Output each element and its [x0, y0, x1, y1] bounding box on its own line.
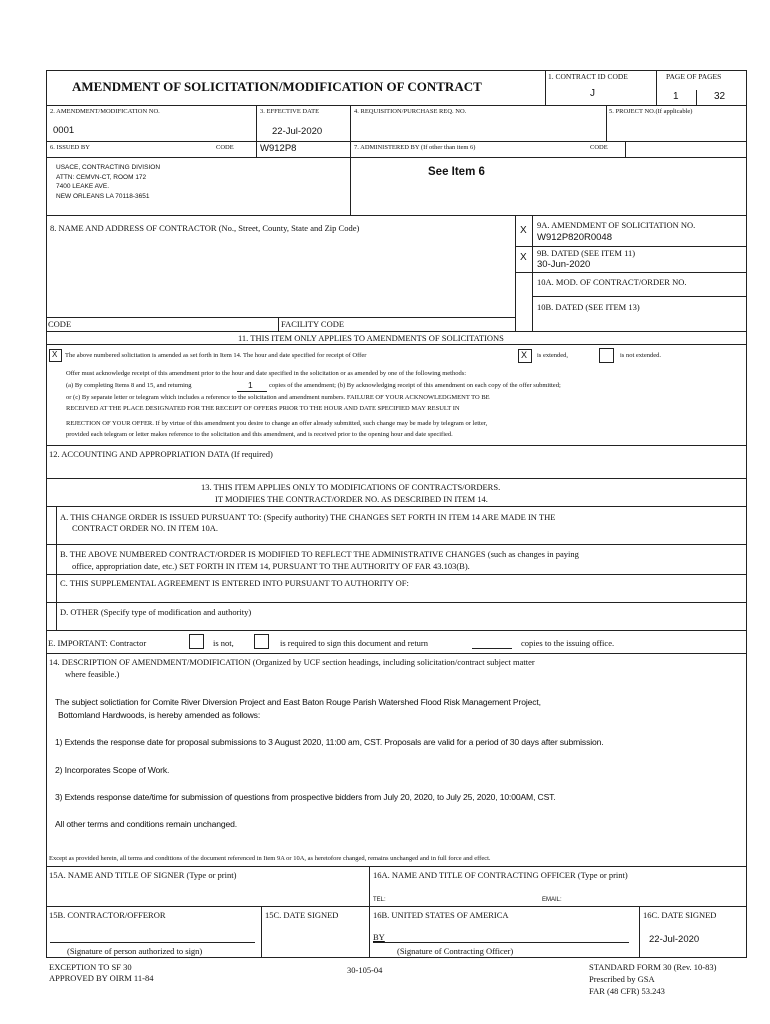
- divider: [350, 157, 747, 158]
- item13-title: 13. THIS ITEM APPLIES ONLY TO MODIFICATIONS OF CONTRACTS/ORDERS.: [201, 482, 501, 492]
- administered-by-label: 7. ADMINISTERED BY (If other than item 6): [354, 144, 476, 151]
- item11-paragraph: Offer must acknowledge receipt of this amendment prior to the hour and date specified in the solicitation or as amended by one of the following methods:: [66, 370, 467, 377]
- signature-line: [50, 942, 255, 943]
- divider: [350, 105, 351, 215]
- copies-underline: [237, 391, 267, 392]
- description-text: 3) Extends response date/time for submission of questions from prospective bidders from July 20, 2020, to July 25, 2020, 10:00AM, CST.: [55, 792, 556, 802]
- divider: [46, 331, 747, 332]
- divider: [515, 272, 747, 273]
- description-text: 1) Extends the response date for proposal submissions to 3 August 2020, 11:00 am, CST. Proposals are valid for a period of 30 days after submission.: [55, 737, 604, 747]
- divider: [46, 105, 747, 106]
- divider: [46, 653, 747, 654]
- divider: [46, 344, 747, 345]
- divider: [639, 906, 640, 958]
- is-required-checkbox[interactable]: [254, 634, 269, 649]
- address-line: USACE, CONTRACTING DIVISION: [56, 164, 161, 171]
- not-extended-label: is not extended.: [620, 352, 661, 359]
- divider: [46, 544, 747, 545]
- divider: [696, 90, 697, 105]
- divider: [532, 215, 533, 331]
- approved-note: APPROVED BY OIRM 11-84: [49, 973, 154, 983]
- divider: [46, 141, 747, 142]
- item13b-text: office, appropriation date, etc.) SET FORTH IN ITEM 14, PURSUANT TO THE AUTHORITY OF FAR 43.103(B).: [72, 561, 470, 571]
- description-text: The subject solictiation for Comite River Diversion Project and East Baton Rouge Parish Watershed Flood Risk Management Project,: [55, 697, 541, 707]
- date-signed-16c-label: 16C. DATE SIGNED: [643, 910, 717, 920]
- item13a-text: A. THIS CHANGE ORDER IS ISSUED PURSUANT TO: (Specify authority) THE CHANGES SET FORTH IN ITEM 14 ARE MADE IN THE: [60, 512, 556, 522]
- by-label: BY: [373, 932, 385, 942]
- issued-by-label: 6. ISSUED BY: [50, 144, 90, 151]
- divider: [46, 906, 747, 907]
- page-total: 32: [714, 91, 726, 102]
- mod-contract-label: 10A. MOD. OF CONTRACT/ORDER NO.: [537, 277, 687, 287]
- address-line: ATTN: CEMVN-CT, ROOM 172: [56, 173, 147, 181]
- divider: [515, 246, 747, 247]
- standard-form: STANDARD FORM 30 (Rev. 10-83): [589, 962, 717, 972]
- divider: [56, 506, 57, 630]
- item11-line1: The above numbered solicitation is amended as set forth in Item 14. The hour and date specified for receipt of Offer: [65, 352, 367, 359]
- item13b-text: B. THE ABOVE NUMBERED CONTRACT/ORDER IS MODIFIED TO REFLECT THE ADMINISTRATIVE CHANGES (such as changes in paying: [60, 549, 579, 559]
- item11-paragraph: RECEIVED AT THE PLACE DESIGNATED FOR THE RECEIPT OF OFFERS PRIOR TO THE HOUR AND DATE SPECIFIED MAY RESULT IN: [66, 405, 460, 412]
- extended-label: is extended,: [537, 352, 569, 359]
- description-text: All other terms and conditions remain unchanged.: [55, 819, 237, 829]
- page-of-pages-label: PAGE OF PAGES: [666, 72, 722, 81]
- item13d-text: D. OTHER (Specify type of modification and authority): [60, 607, 252, 617]
- divider: [532, 296, 747, 297]
- signature-person-caption: (Signature of person authorized to sign): [67, 946, 203, 956]
- item13-subtitle: IT MODIFIES THE CONTRACT/ORDER NO. AS DESCRIBED IN ITEM 14.: [215, 494, 488, 504]
- item11-title: 11. THIS ITEM ONLY APPLIES TO AMENDMENTS OF SOLICITATIONS: [238, 333, 504, 343]
- divider: [656, 70, 657, 105]
- requisition-label: 4. REQUISITION/PURCHASE REQ. NO.: [354, 108, 467, 115]
- item13a-text: CONTRACT ORDER NO. IN ITEM 10A.: [72, 523, 218, 533]
- effective-date-value: 22-Jul-2020: [272, 126, 323, 137]
- check-x-9a: X: [520, 225, 527, 236]
- divider: [278, 317, 279, 331]
- exception-note: EXCEPTION TO SF 30: [49, 962, 132, 972]
- administered-by-code-label: CODE: [590, 144, 608, 151]
- item11-paragraph: REJECTION OF YOUR OFFER. If by virtue of this amendment you desire to change an offer already submitted, such change may be made by telegram or letter,: [66, 420, 488, 427]
- form-title: AMENDMENT OF SOLICITATION/MODIFICATION OF CONTRACT: [72, 79, 482, 94]
- contractor-offeror-label: 15B. CONTRACTOR/OFFEROR: [49, 910, 166, 920]
- dated-9b-label: 9B. DATED (SEE ITEM 11): [537, 248, 636, 258]
- important-label: E. IMPORTANT: Contractor: [48, 638, 147, 648]
- effective-date-label: 3. EFFECTIVE DATE: [260, 108, 320, 115]
- copies-value: 1: [248, 380, 253, 390]
- facility-code-label: FACILITY CODE: [281, 319, 345, 329]
- dated-10b-label: 10B. DATED (SEE ITEM 13): [537, 302, 640, 312]
- check-x-9b: X: [520, 252, 527, 263]
- divider: [46, 317, 516, 318]
- description-label: where feasible.): [65, 669, 120, 679]
- description-label: 14. DESCRIPTION OF AMENDMENT/MODIFICATION (Organized by UCF section headings, including solicitation/contract subject matter: [49, 657, 535, 667]
- divider: [256, 105, 257, 157]
- issued-by-code-label: CODE: [216, 144, 234, 151]
- divider: [46, 445, 747, 446]
- divider: [46, 215, 747, 216]
- amendment-no-label: 2. AMENDMENT/MODIFICATION NO.: [50, 108, 160, 115]
- divider: [46, 506, 747, 507]
- checkbox-x: X: [521, 350, 528, 360]
- contracting-officer-label: 16A. NAME AND TITLE OF CONTRACTING OFFICER (Type or print): [373, 870, 628, 880]
- issued-by-code: W912P8: [260, 143, 297, 154]
- contractor-name-label: 8. NAME AND ADDRESS OF CONTRACTOR (No., Street, County, State and Zip Code): [50, 223, 360, 233]
- divider: [46, 574, 747, 575]
- signature-officer-caption: (Signature of Contracting Officer): [397, 946, 514, 956]
- description-text: Bottomland Hardwoods, is hereby amended as follows:: [58, 710, 261, 720]
- date-signed-15c-label: 15C. DATE SIGNED: [265, 910, 339, 920]
- address-line: NEW ORLEANS LA 70118-3651: [56, 192, 150, 200]
- contract-id-label: 1. CONTRACT ID CODE: [548, 72, 628, 81]
- divider: [46, 866, 747, 867]
- accounting-label: 12. ACCOUNTING AND APPROPRIATION DATA (If required): [49, 449, 273, 459]
- is-not-checkbox[interactable]: [189, 634, 204, 649]
- address-line: 7400 LEAKE AVE.: [56, 183, 109, 190]
- item11-paragraph: provided each telegram or letter makes reference to the solicitation and this amendment, and is received prior to the opening hour and date specified.: [66, 431, 453, 438]
- united-states-label: 16B. UNITED STATES OF AMERICA: [373, 910, 509, 920]
- far-reference: FAR (48 CFR) 53.243: [589, 986, 665, 996]
- checkbox-x: X: [52, 350, 58, 359]
- divider: [261, 906, 262, 958]
- code-label: CODE: [48, 319, 72, 329]
- tel-label: TEL:: [373, 897, 386, 903]
- not-extended-checkbox[interactable]: [599, 348, 614, 363]
- copies-label: copies to the issuing office.: [521, 638, 615, 648]
- page-number: 1: [673, 91, 679, 102]
- administered-by-value: See Item 6: [428, 166, 485, 178]
- item11-paragraph: copies of the amendment; (b) By acknowledging receipt of this amendment on each copy of the offer submitted;: [269, 382, 561, 389]
- signer-name-label: 15A. NAME AND TITLE OF SIGNER (Type or print): [49, 870, 237, 880]
- email-label: EMAIL:: [542, 897, 562, 903]
- amendment-no-value: 0001: [53, 125, 75, 136]
- date-signed-16c-value: 22-Jul-2020: [649, 934, 700, 945]
- divider: [46, 157, 351, 158]
- divider: [606, 105, 607, 141]
- prescribed-by: Prescribed by GSA: [589, 974, 655, 984]
- divider: [46, 602, 747, 603]
- divider: [369, 866, 370, 958]
- contract-id-value: J: [590, 88, 595, 99]
- item11-paragraph: (a) By completing Items 8 and 15, and returning: [66, 382, 192, 389]
- dated-9b-value: 30-Jun-2020: [537, 259, 591, 270]
- issued-by-address: [56, 163, 160, 201]
- description-footer: Except as provided herein, all terms and conditions of the document referenced in Item 9A or 10A, as heretofore changed, remains unchanged and in full force and effect.: [49, 855, 491, 862]
- item11-paragraph: or (c) By separate letter or telegram which includes a reference to the solicitation and amendment numbers. FAILURE OF YOUR ACKNOWLEDGMENT TO BE: [66, 394, 490, 401]
- is-not-label: is not,: [213, 638, 234, 648]
- divider: [515, 215, 516, 331]
- solicitation-no-label: 9A. AMENDMENT OF SOLICITATION NO.: [537, 220, 696, 230]
- description-text: 2) Incorporates Scope of Work.: [55, 765, 170, 775]
- form-number: 30-105-04: [347, 965, 383, 975]
- signature-line: [373, 942, 629, 943]
- divider: [46, 630, 747, 631]
- item13c-text: C. THIS SUPPLEMENTAL AGREEMENT IS ENTERED INTO PURSUANT TO AUTHORITY OF:: [60, 578, 409, 588]
- project-no-label: 5. PROJECT NO.(If applicable): [609, 108, 693, 115]
- divider: [46, 478, 747, 479]
- divider: [545, 70, 546, 105]
- is-required-label: is required to sign this document and return: [280, 638, 429, 648]
- solicitation-no-value: W912P820R0048: [537, 232, 612, 243]
- copies-blank-line: [472, 648, 512, 649]
- divider: [625, 141, 626, 157]
